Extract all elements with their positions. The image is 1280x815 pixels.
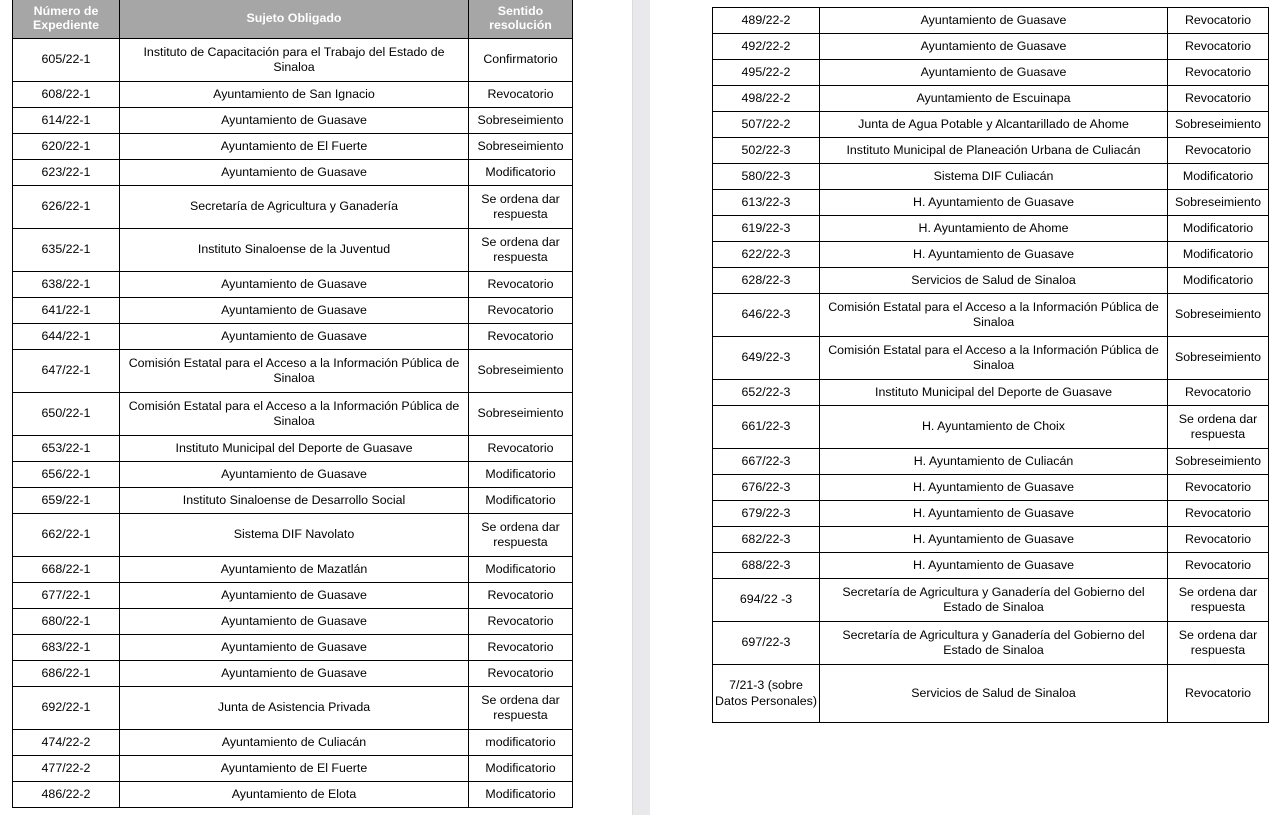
cell-sentido-resolucion: Revocatorio [469,609,573,635]
cell-numero-expediente: 677/22-1 [13,583,120,609]
cell-sentido-resolucion: Revocatorio [469,82,573,108]
cell-sentido-resolucion: Sobreseimiento [1168,112,1269,138]
table-row [13,557,573,583]
cell-sentido-resolucion: Se ordena dar respuesta [1168,622,1269,665]
cell-sujeto-obligado: Secretaría de Agricultura y Ganadería del Gobierno del Estado de Sinaloa [820,622,1168,665]
cell-sujeto-obligado: Ayuntamiento de Elota [120,782,469,808]
table-row [13,298,573,324]
page-gutter [632,0,650,815]
cell-sujeto-obligado: Ayuntamiento de Guasave [120,583,469,609]
cell-sujeto-obligado: Ayuntamiento de Guasave [820,60,1168,86]
cell-sujeto-obligado: Ayuntamiento de Culiacán [120,730,469,756]
cell-numero-expediente: 498/22-2 [713,86,820,112]
table-row [713,8,1269,34]
cell-numero-expediente: 656/22-1 [13,462,120,488]
cell-numero-expediente: 676/22-3 [713,475,820,501]
cell-sentido-resolucion: Revocatorio [1168,527,1269,553]
cell-sujeto-obligado: Ayuntamiento de Guasave [120,661,469,687]
cell-sujeto-obligado: Instituto Municipal del Deporte de Guasave [120,436,469,462]
table-row [13,108,573,134]
cell-numero-expediente: 662/22-1 [13,514,120,557]
cell-sujeto-obligado: H. Ayuntamiento de Guasave [820,527,1168,553]
cell-sentido-resolucion: Revocatorio [469,661,573,687]
table-row [713,34,1269,60]
cell-sujeto-obligado: Ayuntamiento de Guasave [120,298,469,324]
cell-sentido-resolucion: Revocatorio [1168,553,1269,579]
cell-sentido-resolucion: Se ordena dar respuesta [469,514,573,557]
cell-numero-expediente: 682/22-3 [713,527,820,553]
table-row [13,782,573,808]
cell-sujeto-obligado: Junta de Agua Potable y Alcantarillado de Ahome [820,112,1168,138]
table-row [713,242,1269,268]
cell-sujeto-obligado: Instituto Municipal de Planeación Urbana de Culiacán [820,138,1168,164]
cell-numero-expediente: 661/22-3 [713,406,820,449]
cell-numero-expediente: 647/22-1 [13,350,120,393]
cell-sujeto-obligado: Ayuntamiento de El Fuerte [120,134,469,160]
cell-sujeto-obligado: Ayuntamiento de Guasave [120,324,469,350]
cell-sentido-resolucion: Sobreseimiento [469,134,573,160]
cell-sujeto-obligado: H. Ayuntamiento de Culiacán [820,449,1168,475]
table-row [713,622,1269,665]
table-row [713,86,1269,112]
cell-sujeto-obligado: H. Ayuntamiento de Guasave [820,190,1168,216]
cell-numero-expediente: 653/22-1 [13,436,120,462]
cell-numero-expediente: 688/22-3 [713,553,820,579]
cell-sujeto-obligado: H. Ayuntamiento de Guasave [820,475,1168,501]
cell-sentido-resolucion: Revocatorio [1168,665,1269,723]
cell-numero-expediente: 622/22-3 [713,242,820,268]
cell-numero-expediente: 641/22-1 [13,298,120,324]
cell-numero-expediente: 659/22-1 [13,488,120,514]
table-row [713,527,1269,553]
table-body-left [13,39,573,808]
cell-sujeto-obligado: Comisión Estatal para el Acceso a la Información Pública de Sinaloa [820,337,1168,380]
header-sentido-resolucion: Sentido resolución [469,0,573,39]
cell-sentido-resolucion: Revocatorio [1168,501,1269,527]
cell-sentido-resolucion: Modificatorio [469,756,573,782]
cell-sujeto-obligado: Instituto de Capacitación para el Trabajo del Estado de Sinaloa [120,39,469,82]
cell-sentido-resolucion: modificatorio [469,730,573,756]
table-row [13,324,573,350]
cell-numero-expediente: 608/22-1 [13,82,120,108]
cell-numero-expediente: 679/22-3 [713,501,820,527]
cell-sentido-resolucion: Revocatorio [469,298,573,324]
table-row [713,60,1269,86]
table-row [13,661,573,687]
table-row [13,272,573,298]
table-row [713,164,1269,190]
cell-sujeto-obligado: Ayuntamiento de Guasave [120,635,469,661]
cell-numero-expediente: 694/22 -3 [713,579,820,622]
cell-numero-expediente: 614/22-1 [13,108,120,134]
cell-sentido-resolucion: Sobreseimiento [1168,294,1269,337]
cell-numero-expediente: 650/22-1 [13,393,120,436]
cell-sentido-resolucion: Modificatorio [1168,242,1269,268]
header-numero-expediente: Número de Expediente [13,0,120,39]
cell-sentido-resolucion: Revocatorio [1168,60,1269,86]
table-row [713,380,1269,406]
cell-sentido-resolucion: Se ordena dar respuesta [1168,406,1269,449]
cell-numero-expediente: 495/22-2 [713,60,820,86]
cell-numero-expediente: 502/22-3 [713,138,820,164]
cell-sujeto-obligado: Instituto Sinaloense de Desarrollo Social [120,488,469,514]
expedientes-table-left [12,0,573,808]
cell-sujeto-obligado: Comisión Estatal para el Acceso a la Información Pública de Sinaloa [120,393,469,436]
table-row [13,687,573,730]
cell-numero-expediente: 667/22-3 [713,449,820,475]
cell-sujeto-obligado: Comisión Estatal para el Acceso a la Información Pública de Sinaloa [820,294,1168,337]
table-row [713,337,1269,380]
table-row [13,160,573,186]
cell-numero-expediente: 649/22-3 [713,337,820,380]
table-row [713,112,1269,138]
cell-sujeto-obligado: H. Ayuntamiento de Choix [820,406,1168,449]
cell-sentido-resolucion: Sobreseimiento [469,350,573,393]
cell-numero-expediente: 668/22-1 [13,557,120,583]
cell-numero-expediente: 507/22-2 [713,112,820,138]
table-row [713,475,1269,501]
table-row [713,553,1269,579]
table-row [13,229,573,272]
cell-numero-expediente: 628/22-3 [713,268,820,294]
table-row [13,609,573,635]
table-row [13,635,573,661]
cell-sentido-resolucion: Modificatorio [1168,268,1269,294]
table-row [13,756,573,782]
cell-numero-expediente: 683/22-1 [13,635,120,661]
cell-numero-expediente: 626/22-1 [13,186,120,229]
cell-sentido-resolucion: Sobreseimiento [1168,449,1269,475]
cell-numero-expediente: 620/22-1 [13,134,120,160]
cell-sentido-resolucion: Modificatorio [469,160,573,186]
cell-sujeto-obligado: Servicios de Salud de Sinaloa [820,665,1168,723]
cell-sujeto-obligado: H. Ayuntamiento de Guasave [820,501,1168,527]
cell-sentido-resolucion: Se ordena dar respuesta [469,229,573,272]
cell-sujeto-obligado: Comisión Estatal para el Acceso a la Información Pública de Sinaloa [120,350,469,393]
cell-sentido-resolucion: Revocatorio [1168,8,1269,34]
cell-sentido-resolucion: Modificatorio [469,557,573,583]
cell-numero-expediente: 686/22-1 [13,661,120,687]
cell-sujeto-obligado: Ayuntamiento de Guasave [120,108,469,134]
table-row [13,436,573,462]
table-row [13,514,573,557]
cell-sentido-resolucion: Sobreseimiento [1168,190,1269,216]
cell-numero-expediente: 474/22-2 [13,730,120,756]
cell-sujeto-obligado: Ayuntamiento de Guasave [120,609,469,635]
cell-sujeto-obligado: Servicios de Salud de Sinaloa [820,268,1168,294]
table-row [13,186,573,229]
header-sujeto-obligado: Sujeto Obligado [120,0,469,39]
cell-numero-expediente: 623/22-1 [13,160,120,186]
cell-sentido-resolucion: Confirmatorio [469,39,573,82]
table-row [13,134,573,160]
cell-sujeto-obligado: Instituto Sinaloense de la Juventud [120,229,469,272]
cell-sujeto-obligado: Sistema DIF Navolato [120,514,469,557]
table-row [713,406,1269,449]
cell-sentido-resolucion: Revocatorio [469,272,573,298]
cell-numero-expediente: 635/22-1 [13,229,120,272]
cell-sujeto-obligado: H. Ayuntamiento de Guasave [820,242,1168,268]
cell-sentido-resolucion: Revocatorio [1168,34,1269,60]
cell-sujeto-obligado: Ayuntamiento de San Ignacio [120,82,469,108]
cell-sentido-resolucion: Sobreseimiento [469,393,573,436]
table-row [713,294,1269,337]
cell-sentido-resolucion: Revocatorio [1168,138,1269,164]
cell-sujeto-obligado: Ayuntamiento de Escuinapa [820,86,1168,112]
cell-numero-expediente: 692/22-1 [13,687,120,730]
cell-numero-expediente: 652/22-3 [713,380,820,406]
table-row [713,268,1269,294]
cell-sujeto-obligado: Sistema DIF Culiacán [820,164,1168,190]
cell-numero-expediente: 644/22-1 [13,324,120,350]
table-row [713,138,1269,164]
cell-sentido-resolucion: Sobreseimiento [1168,337,1269,380]
cell-numero-expediente: 680/22-1 [13,609,120,635]
cell-sujeto-obligado: Ayuntamiento de Guasave [820,8,1168,34]
table-row [13,350,573,393]
cell-sentido-resolucion: Se ordena dar respuesta [1168,579,1269,622]
table-row [713,665,1269,723]
cell-sujeto-obligado: Instituto Municipal del Deporte de Guasave [820,380,1168,406]
table-row [713,501,1269,527]
cell-sujeto-obligado: Ayuntamiento de Mazatlán [120,557,469,583]
cell-sentido-resolucion: Sobreseimiento [469,108,573,134]
cell-sentido-resolucion: Revocatorio [469,583,573,609]
cell-sentido-resolucion: Revocatorio [1168,475,1269,501]
table-row [713,579,1269,622]
cell-sentido-resolucion: Modificatorio [1168,164,1269,190]
cell-numero-expediente: 613/22-3 [713,190,820,216]
cell-numero-expediente: 605/22-1 [13,39,120,82]
cell-sentido-resolucion: Modificatorio [1168,216,1269,242]
cell-numero-expediente: 7/21-3 (sobre Datos Personales) [713,665,820,723]
cell-numero-expediente: 489/22-2 [713,8,820,34]
cell-sentido-resolucion: Modificatorio [469,462,573,488]
cell-numero-expediente: 646/22-3 [713,294,820,337]
table-header-row [13,0,573,39]
table-row [13,583,573,609]
cell-numero-expediente: 477/22-2 [13,756,120,782]
cell-numero-expediente: 697/22-3 [713,622,820,665]
cell-sentido-resolucion: Modificatorio [469,782,573,808]
cell-numero-expediente: 486/22-2 [13,782,120,808]
table-row [13,39,573,82]
table-row [713,449,1269,475]
table-body-right [713,8,1269,723]
table-row [13,82,573,108]
table-row [713,216,1269,242]
cell-numero-expediente: 638/22-1 [13,272,120,298]
cell-sentido-resolucion: Se ordena dar respuesta [469,687,573,730]
cell-sentido-resolucion: Revocatorio [1168,86,1269,112]
cell-sujeto-obligado: Ayuntamiento de Guasave [120,160,469,186]
cell-sujeto-obligado: Ayuntamiento de Guasave [120,272,469,298]
cell-sujeto-obligado: Ayuntamiento de Guasave [120,462,469,488]
cell-numero-expediente: 619/22-3 [713,216,820,242]
table-row [13,393,573,436]
cell-sujeto-obligado: H. Ayuntamiento de Guasave [820,553,1168,579]
cell-sentido-resolucion: Revocatorio [1168,380,1269,406]
table-row [713,190,1269,216]
cell-sentido-resolucion: Revocatorio [469,635,573,661]
expedientes-table-right [712,7,1269,723]
cell-sujeto-obligado: H. Ayuntamiento de Ahome [820,216,1168,242]
cell-numero-expediente: 580/22-3 [713,164,820,190]
page-divider [632,0,633,815]
cell-sujeto-obligado: Ayuntamiento de El Fuerte [120,756,469,782]
cell-sujeto-obligado: Junta de Asistencia Privada [120,687,469,730]
cell-sujeto-obligado: Secretaría de Agricultura y Ganadería del Gobierno del Estado de Sinaloa [820,579,1168,622]
cell-sujeto-obligado: Ayuntamiento de Guasave [820,34,1168,60]
table-row [13,488,573,514]
table-row [13,730,573,756]
cell-sentido-resolucion: Revocatorio [469,324,573,350]
cell-sentido-resolucion: Se ordena dar respuesta [469,186,573,229]
cell-numero-expediente: 492/22-2 [713,34,820,60]
table-row [13,462,573,488]
cell-sentido-resolucion: Revocatorio [469,436,573,462]
cell-sentido-resolucion: Modificatorio [469,488,573,514]
cell-sujeto-obligado: Secretaría de Agricultura y Ganadería [120,186,469,229]
